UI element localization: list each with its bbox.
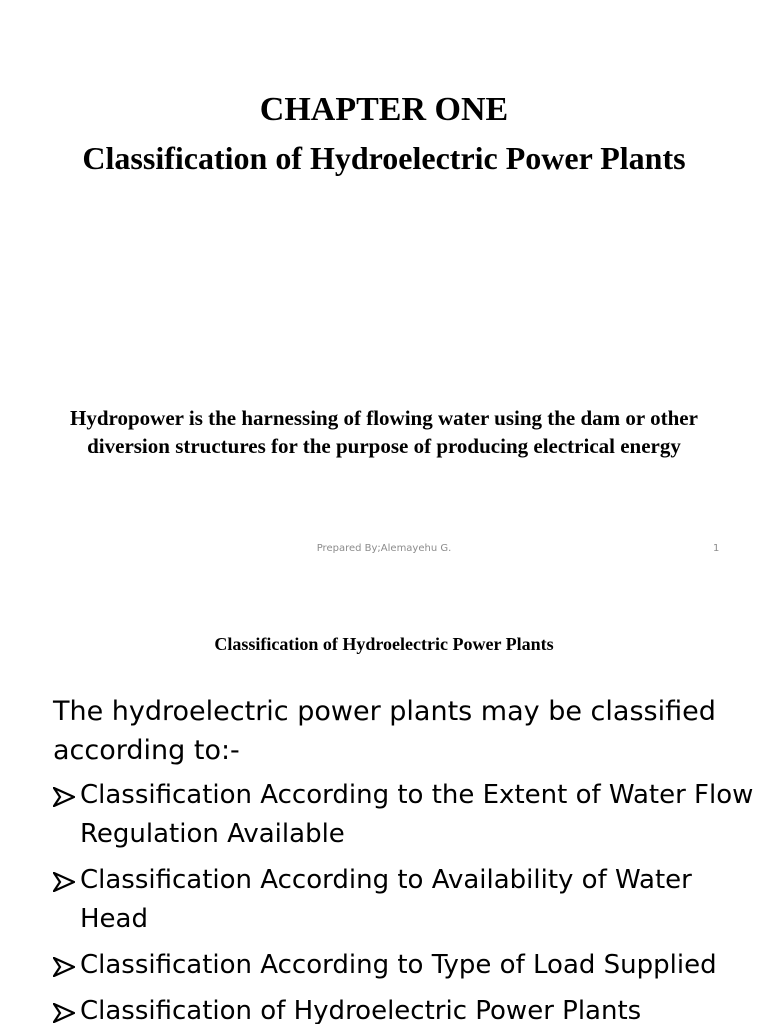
- intro-paragraph: [14, 404, 754, 460]
- footer-page-number: 1: [713, 543, 720, 554]
- arrowhead-bullet-icon: [53, 787, 75, 807]
- slide-2: [0, 576, 768, 1024]
- footer-author: Prepared By;Alemayehu G.: [316, 543, 452, 554]
- arrowhead-bullet-icon: [53, 872, 75, 892]
- list-item: [51, 861, 761, 939]
- arrowhead-bullet-icon: [53, 957, 75, 977]
- slide-2-intro: The hydroelectric power plants may be classified according to:-: [53, 696, 716, 766]
- bullet-text: Classification According to the Extent of Water Flow Regulation Available: [80, 780, 754, 849]
- bullet-text: Classification According to Type of Load Supplied: [80, 950, 717, 980]
- chapter-title: CHAPTER ONE: [259, 91, 509, 128]
- bullet-list: [51, 776, 761, 1024]
- intro-line-2: diversion structures for the purpose of producing electrical energy: [87, 434, 681, 458]
- list-item: [51, 946, 761, 985]
- chapter-subtitle: Classification of Hydroelectric Power Plants: [82, 140, 686, 176]
- intro-line-1: Hydropower is the harnessing of flowing water using the dam or other: [70, 406, 698, 430]
- bullet-text: Classification of Hydroelectric Power Plants: [80, 996, 642, 1024]
- list-item: [51, 992, 761, 1024]
- list-item: [51, 776, 761, 854]
- bullet-text: Classification According to Availability of Water Head: [80, 865, 692, 934]
- slide-2-title: Classification of Hydroelectric Power Plants: [214, 634, 554, 654]
- arrowhead-bullet-icon: [53, 1003, 75, 1023]
